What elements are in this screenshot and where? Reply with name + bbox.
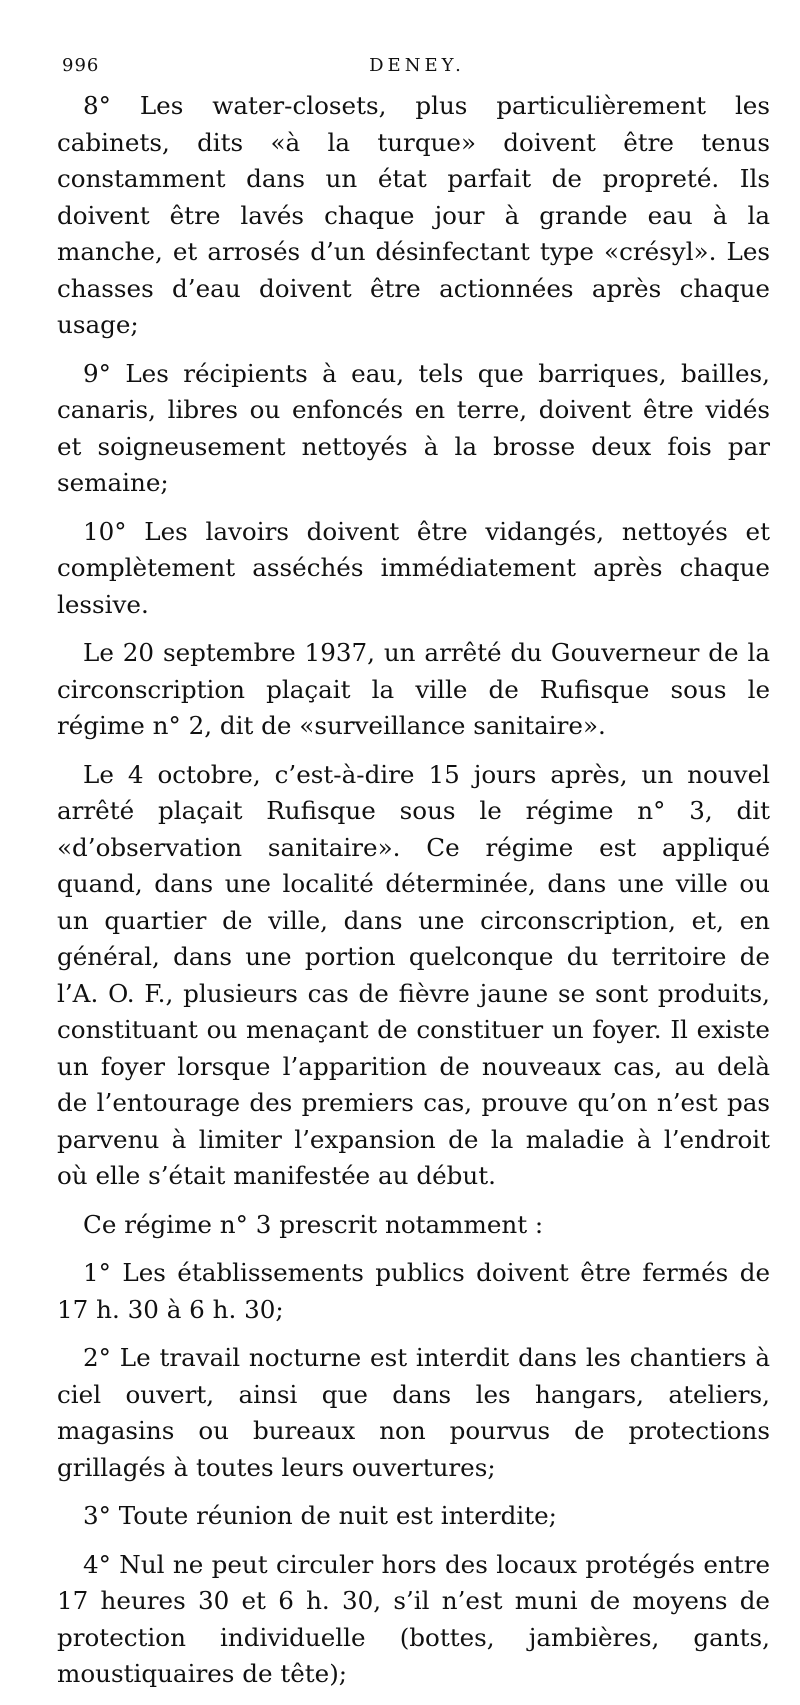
- paragraph-observation-sanitaire: Le 4 octobre, c’est-à-dire 15 jours après, un nouvel arrêté plaçait Rufisque sous le régime n° 3, dit «d’observation sanitaire». Ce régime est appliqué quand, dans une localité déterminée, dans une ville ou un quartier de ville, dans une circonscription, et, en général, dans une portion quelconque du territoire de l’A. O. F., plusieurs cas de fièvre jaune se sont produits, constituant ou menaçant de constituer un foyer. Il existe un foyer lorsque l’apparition de nouveaux cas, au delà de l’entourage des premiers cas, prouve qu’on n’est pas parvenu à limiter l’expansion de la maladie à l’endroit où elle s’était manifestée au début.: [57, 759, 770, 1190]
- page-number: 996: [62, 55, 100, 76]
- paragraph-rule-3: 3° Toute réunion de nuit est interdite;: [83, 1501, 557, 1530]
- paragraph-rule-1: 1° Les établissements publics doivent être fermés de 17 h. 30 à 6 h. 30;: [57, 1258, 770, 1324]
- paragraph-item-10: 10° Les lavoirs doivent être vidangés, nettoyés et complètement asséchés immédiatement après chaque lessive.: [57, 516, 770, 619]
- paragraph-rule-4: 4° Nul ne peut circuler hors des locaux protégés entre 17 heures 30 et 6 h. 30, s’il n’est muni de moyens de protection individuelle (bottes, jambières, gants, moustiquaires de tête);: [57, 1549, 770, 1688]
- body-text: [57, 88, 770, 1705]
- paragraph-regime-intro: Ce régime n° 3 prescrit notamment :: [83, 1209, 544, 1239]
- paragraph-rule-2: 2° Le travail nocturne est interdit dans les chantiers à ciel ouvert, ainsi que dans les hangars, ateliers, magasins ou bureaux non pourvus de protections grillagés à toutes leurs ouvertures;: [57, 1343, 770, 1482]
- paragraph-surveillance-sanitaire: Le 20 septembre 1937, un arrêté du Gouverneur de la circonscription plaçait la ville de Rufisque sous le régime n° 2, dit de «surveillance sanitaire».: [57, 638, 770, 740]
- paragraph-item-8: 8° Les water-closets, plus particulièrement les cabinets, dits «à la turque» doivent être tenus constamment dans un état parfait de propreté. Ils doivent être lavés chaque jour à grande eau à la manche, et arrosés d’un désinfectant type «crésyl». Les chasses d’eau doivent être actionnées après chaque usage;: [57, 91, 770, 339]
- running-head: DENEY.: [369, 55, 465, 76]
- page-header: [62, 55, 772, 85]
- paragraph-item-9: 9° Les récipients à eau, tels que barriques, bailles, canaris, libres ou enfoncés en terre, doivent être vidés et soigneusement nettoyés à la brosse deux fois par semaine;: [57, 358, 770, 497]
